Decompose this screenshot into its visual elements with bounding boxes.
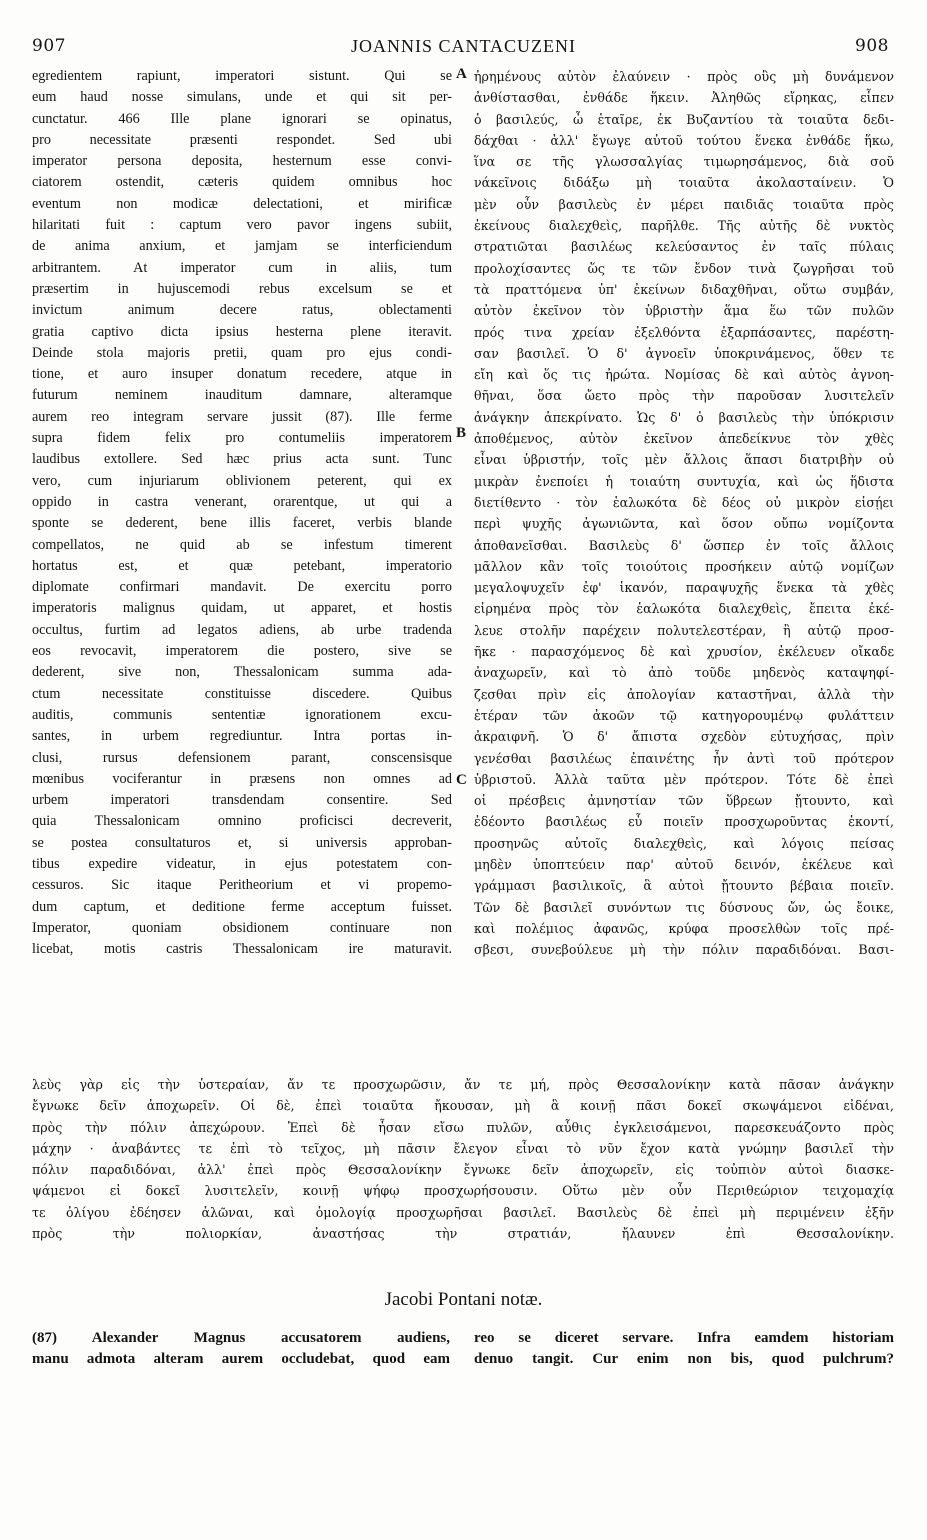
latin_lines-line: diplomate confirmari mandavit. De exercitu porro	[32, 579, 452, 596]
greek_lines-line: ῆκε · παρασχόμενος δὲ καὶ χρυσίον, ἐκέλευεν οἴκαδε	[474, 644, 894, 660]
latin_lines-line: cessuros. Sic itaque Peritheorium et vi propemo-	[32, 877, 452, 894]
latin_lines-line: invictum animum decere ratus, oblectamenti	[32, 302, 452, 319]
latin_lines-line: ctum necessitate constituisse discedere. Quibus	[32, 685, 452, 702]
section-marker-b: B	[456, 425, 467, 441]
latin_lines-line: imperator persona deposita, hesternum esse convi-	[32, 153, 452, 170]
greek_lines-line: τὰ πραττόμενα ὑπ' ἐκείνων διδαχθῆναι, οὕτω συμβάν,	[474, 281, 894, 297]
latin_lines-line: imperatoris malignus quidam, ut apparet, et hostis	[32, 600, 452, 617]
footnote-line: (87) Alexander Magnus accusatorem audiens,	[32, 1330, 450, 1346]
latin_lines-line: hortatus est, et quæ petebant, imperatorio	[32, 557, 452, 574]
greek_lines-line: μεγαλοψυχεῖν ἐφ' ἱκανόν, παραψυχῆς ἕνεκα τὰ χθὲς	[474, 580, 894, 596]
latin_lines-line: gratia captivo dicta ipsius hesterna plene iteravit.	[32, 323, 452, 340]
latin_lines-line: tione, et auro insuper donatum recedere, atque in	[32, 366, 452, 383]
greek_lines-line: νάκεῖνοις διδάξω μὴ τοιαῦτα ἀκολασταίνειν. Ὁ	[474, 175, 894, 191]
greek_lines-line: ἵνα σε τῆς γλωσσαλγίας τιμωρησάμενος, διὰ σοῦ	[474, 154, 894, 170]
full_lines-line: πρὸς τὴν πολιορκίαν, ἀναστήσας τὴν στρατιάν, ἤλαυνεν ἐπὶ Θεσσαλονίκην.	[32, 1226, 894, 1242]
greek_lines-line: ἀνάγκην ἀπεκρίνατο. Ὡς δ' ὁ βασιλεὺς τὴν ὑπόκρισιν	[474, 409, 894, 425]
section-marker-c: C	[456, 772, 467, 788]
greek_lines-line: προλοχίσαντες ὥς τε τῶν ἔνδον τινὰ ζωγρῆσαι τοῦ	[474, 260, 894, 276]
latin_lines-line: santes, in urbem regrediuntur. Intra portas in-	[32, 728, 452, 745]
greek_lines-line: ἀποθέμενος, αὐτὸν ἐκεῖνον ἀπεδείκνυε τὸν χθὲς	[474, 431, 894, 447]
greek_lines-line: ἀναχωρεῖν, καὶ τὸ ἀπὸ τοῦδε μηδενὸς καταψηφί-	[474, 665, 894, 681]
latin_lines-line: egredientem rapiunt, imperatori sistunt. Qui se	[32, 68, 452, 84]
greek_lines-line: ἠρημένους αὐτὸν ἐλαύνειν · πρὸς οὓς μὴ δυνάμενον	[474, 69, 894, 84]
latin-column	[32, 66, 452, 960]
latin_lines-line: vero, cum injuriarum oblivionem peterent, qui ex	[32, 472, 452, 489]
greek_lines-line: γράμμασι βασιλικοῖς, ἃ αὐτοὶ ᾔτουντο βέβαια ποιεῖν.	[474, 878, 894, 894]
greek_lines-line: καὶ πολέμιος ἀφανῶς, κρύφα προσελθὼν τοῖς πρέ-	[474, 920, 894, 936]
greek_lines-line: προσηνῶς αὐτοῖς διαλεχθεὶς, καὶ λόγοις πείσας	[474, 835, 894, 851]
greek_lines-line: οἱ πρέσβεις ἀμνηστίαν τῶν ὕβρεων ᾔτουντο, καὶ	[474, 793, 894, 809]
latin_lines-line: arbitrantem. At imperator cum in aliis, tum	[32, 259, 452, 276]
latin_lines-line: eos revocavit, imperatorem die postero, sive se	[32, 643, 452, 660]
greek_lines-line: λευε στολῆν παρέχειν πολυτελεστέραν, ἢ αὐτῷ προσ-	[474, 622, 894, 638]
latin_lines-line: futurum neminem inauditum damnare, alteramque	[32, 387, 452, 404]
greek_lines-line: περὶ ψυχῆς ἀγωνιῶντα, καὶ ὅσον οὔπω νομίζοντα	[474, 516, 894, 532]
greek_lines-line: πρός τινα χρείαν ἐξελθόντα ἐξαρπάσαντες, παρέστη-	[474, 324, 894, 340]
latin_lines-line: aurem reo integram servare jussit (87). Ille ferme	[32, 408, 452, 425]
greek_lines-line: ζεσθαι πρὶν εἰς ἀπολογίαν καταστῆναι, ἀλλὰ τὴν	[474, 686, 894, 702]
greek_lines-line: μὲν οὖν βασιλεὺς ἐν μέρει παιδιᾶς τοιαῦτα πρὸς	[474, 196, 894, 212]
latin_lines-line: auditis, communis sententiæ ignorationem excu-	[32, 706, 452, 723]
greek_lines-line: μικρὰν ἐνεποίει ἡ τοιαύτη συντυχία, καὶ ὡς ἥδιστα	[474, 473, 894, 489]
greek_lines-line: ὁ βασιλεύς, ὦ ἑταῖρε, ἐκ Βυζαντίου τὰ τοιαῦτα δεδι-	[474, 111, 894, 127]
greek_lines-line: ἀκραιφνῆ. Ὁ δ' ἄπιστα σχεδὸν εὐτυχήσας, πρὶν	[474, 729, 894, 745]
greek_lines-line: στρατιῶται βασιλέως κελεύσαντος ἐν ταῖς πύλαις	[474, 239, 894, 255]
greek_lines-line: ἀνθίστασθαι, ἐνθάδε ἥκειν. Ἀληθῶς εἴρηκας, εἶπεν	[474, 90, 894, 106]
latin_lines-line: præsertim in hujuscemodi rebus excelsum se et	[32, 280, 452, 297]
latin_lines-line: sponte se dederent, bene illis faceret, verbis blande	[32, 515, 452, 532]
page-number-right: 908	[855, 36, 889, 56]
greek_lines-line: ἀποθανεῖσθαι. Βασιλεὺς δ' ὥσπερ ἐν τοῖς ἄλλοις	[474, 537, 894, 553]
full_lines-line: πόλιν παραδιδόναι, ἀλλ' ἐπεὶ πρὸς Θεσσαλονίκην ἔγνωκε δεῖν ἀποχωρεῖν, εἰς τοὐπιὸν αὐτοὶ διασκε-	[32, 1162, 894, 1178]
running-title: JOANNIS CANTACUZENI	[350, 36, 577, 56]
greek_lines-line: σβεσι, συνεβούλευε μὴ τὴν πόλιν παραδιδόναι. Βασι-	[474, 942, 894, 958]
notes-heading: Jacobi Pontani notæ.	[384, 1289, 543, 1310]
latin_lines-line: occultus, furtim ad legatos adiens, ab urbe tradenda	[32, 621, 452, 638]
latin_lines-line: de anima anxium, et jamjam se interficiendum	[32, 238, 452, 255]
greek_lines-line: σαν βασιλεῖ. Ὁ δ' ἀγνοεῖν ὑποκρινάμενος, ὅθεν τε	[474, 345, 894, 361]
greek_lines-line: δάχθαι · ἀλλ' ἔγωγε αὐτοῦ τούτου ἕνεκα ἐνθάδε ἥκω,	[474, 132, 894, 148]
greek_lines-line: ἐδέοντο βασιλέως εὖ ποιεῖν προσχωροῦντας ἑκοντί,	[474, 814, 894, 830]
latin_lines-line: quia Thessalonicam omnino proficisci decreverit,	[32, 813, 452, 830]
latin_lines-line: Deinde stola majoris pretii, quam pro ejus condi-	[32, 344, 452, 361]
full_lines-line: ἔγνωκε δεῖν ἀποχωρεῖν. Οἱ δὲ, ἐπεὶ τοιαῦτα ἤκουσαν, μὴ ἃ κοινῇ πᾶσι δοκεῖ σκωψάμενοι εἰδέναι,	[32, 1098, 894, 1114]
latin_lines-line: laudibus extollere. Sed hæc prius acta sunt. Tunc	[32, 451, 452, 468]
latin_lines-line: hilaritati fuit : captum vero pavor ingens subiit,	[32, 217, 452, 234]
latin_lines-line: ciatorem ostendit, cæteris quidem omnibus hoc	[32, 174, 452, 191]
greek_lines-line: αὐτὸν ἐκεῖνον τὸν ὑβριστὴν ἅμα ἕω τῶν πυλῶν	[474, 303, 894, 319]
latin_lines-line: eum haud nosse simulans, unde et qui sit per-	[32, 89, 452, 106]
latin_lines-line: cunctatur. 466 Ille plane ignorari se opinatus,	[32, 110, 452, 127]
greek_lines-line: μᾶλλον κἂν τοῖς τοιούτοις προσήκειν αὐτῷ νομίζων	[474, 558, 894, 574]
full_lines-line: ψάμενοι εἰ δοκεῖ λυσιτελεῖν, κοινῇ ψήφῳ προσχωρήσουσιν. Οὕτω μὲν οὖν Περιθεώριον τειχομαχίᾳ	[32, 1183, 894, 1199]
latin_lines-line: dederent, sive non, Thessalonicam summa ada-	[32, 664, 452, 681]
latin_lines-line: clusi, rursus defensionem parant, conscensisque	[32, 749, 452, 766]
section-marker-a: A	[456, 66, 467, 82]
greek_lines-line: Τῶν δὲ βασιλεῖ συνόντων τις δύσνους ὤν, ὡς ἔοικε,	[474, 899, 894, 915]
latin_lines-line: urbem imperatori transdendam consentire. Sed	[32, 792, 452, 809]
footnote-left-column	[32, 1328, 450, 1370]
full_lines-line: πρὸς τὴν πόλιν ἀπεχώρουν. Ἐπεὶ δὲ ἦσαν εἴσω πυλῶν, αὖθις ἐγκλεισάμενοι, παρεσκευάζοντο πρὸς	[32, 1119, 894, 1135]
footnote-line: reo se diceret servare. Infra eamdem historiam	[474, 1330, 894, 1346]
latin_lines-line: supra fidem felix pro contumeliis imperatorem	[32, 430, 452, 447]
latin_lines-line: licebat, motis castris Thessalonicam ire maturavit.	[32, 941, 452, 958]
latin_lines-line: se postea consultaturos et, si universis approban-	[32, 834, 452, 851]
greek-fullwidth-text	[32, 1074, 894, 1244]
greek_lines-line: διετίθεντο · τὸν ἑαλωκότα δὲ δέος οὐ μικρὸν εἰσῄει	[474, 494, 894, 510]
greek_lines-line: εἶναι ὑβριστήν, τοῖς μὲν ἄλλοις ἅπασι διατριβὴν οὐ	[474, 452, 894, 468]
latin_lines-line: compellatos, ne quid ab se infestum timerent	[32, 536, 452, 553]
greek_lines-line: εἰρημένα πρὸς τὸν ἑαλωκότα διαλεχθεὶς, ἔπειτα ἐκέ-	[474, 601, 894, 617]
full_lines-line: μάχην · ἀναβάντες τε ἐπὶ τὸ τεῖχος, μὴ πᾶσιν ἔλεγον εἶναι τὸ νῦν ἔχον κατὰ γνώμην βασιλεῖ τὴν	[32, 1140, 894, 1156]
latin_lines-line: eventum non modicæ delectationi, et mirificæ	[32, 195, 452, 212]
greek_lines-line: γενέσθαι βασιλέως ἐπαινέτης ἦν ἀντὶ τοῦ πρότερον	[474, 750, 894, 766]
latin_lines-line: oppido in castra venerant, orarentque, ut qui a	[32, 493, 452, 510]
latin_lines-line: Imperator, quoniam obsidionem continuare non	[32, 919, 452, 936]
page-number-left: 907	[32, 36, 66, 56]
greek_lines-line: ἐκείνους διαλεχθεὶς, παρῆλθε. Τῆς αὐτῆς δὲ νυκτὸς	[474, 218, 894, 234]
latin_lines-line: tibus expedire videatur, in ejus potestatem con-	[32, 855, 452, 872]
latin_lines-line: mœnibus vociferantur in præsens non omnes ad	[32, 770, 452, 787]
footnote-line: manu admota alteram aurem occludebat, quod eam	[32, 1351, 450, 1367]
greek_lines-line: εἴη καὶ ὅς τις ἠρώτα. Νομίσας δὲ καὶ αὐτὸς ἀγνοη-	[474, 367, 894, 383]
greek_lines-line: ἑτέραν τῶν ἀκοῶν τῷ κατηγορουμένῳ φυλάττειν	[474, 707, 894, 723]
greek_lines-line: μηδὲν ὑποπτεύειν παρ' αὐτοῦ δεινόν, ἐκέλευε καὶ	[474, 856, 894, 872]
greek-column	[474, 66, 894, 960]
full_lines-line: λεὺς γὰρ εἰς τὴν ὑστεραίαν, ἄν τε προσχωρῶσιν, ἄν τε μή, πρὸς Θεσσαλονίκην κατὰ πᾶσαν ἀνάγκην	[32, 1077, 894, 1092]
latin_lines-line: pro necessitate præsenti respondet. Sed ubi	[32, 131, 452, 148]
full_lines-line: τε ὀλίγου ἐδέησεν ἁλῶναι, καὶ ὁμολογίᾳ προσχωρῆσαι βασιλεῖ. Βασιλεὺς δὲ ἐπεὶ μὴ περιμένειν ἐξῆν	[32, 1204, 894, 1220]
footnote-right-column	[474, 1328, 894, 1370]
latin_lines-line: dum captum, et deditione ferme acceptum fuisset.	[32, 898, 452, 915]
footnote-line: denuo tangit. Cur enim non bis, quod pulchrum?	[474, 1351, 894, 1367]
greek_lines-line: ὑβριστοῦ. Ἀλλὰ ταῦτα μὲν πρότερον. Τότε δὲ ἐπεὶ	[474, 771, 894, 787]
greek_lines-line: θῆναι, ὅσα ὤετο πρὸς τὴν παροῦσαν λυσιτελεῖν	[474, 388, 894, 404]
